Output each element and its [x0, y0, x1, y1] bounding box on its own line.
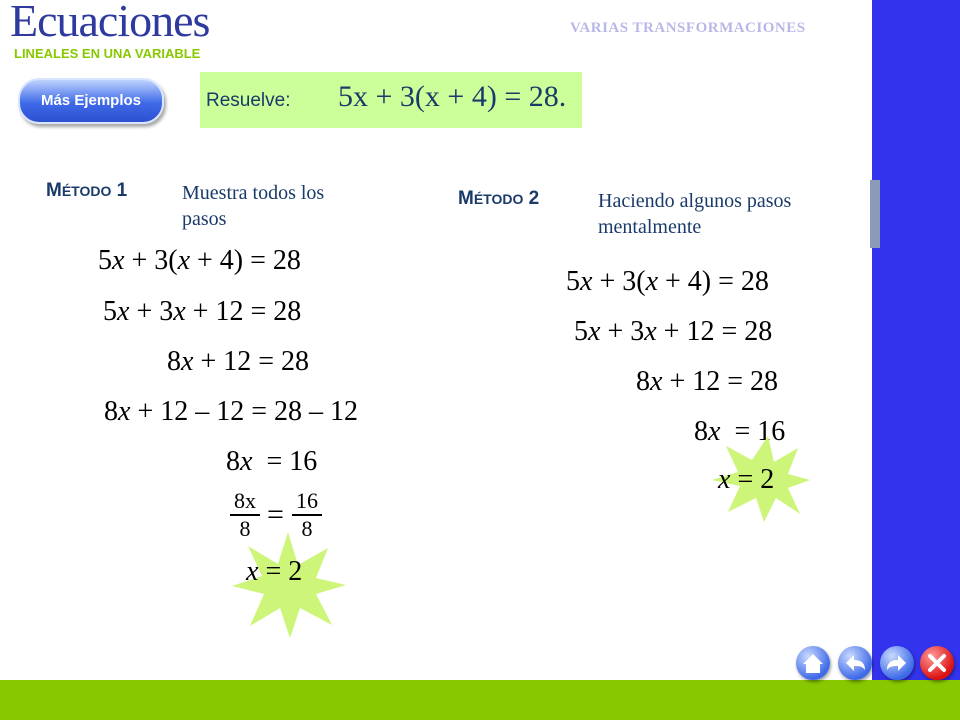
bottom-bar — [0, 680, 960, 720]
method2-description: Haciendo algunos pasos mentalmente — [598, 190, 792, 238]
close-icon — [920, 646, 954, 680]
forward-button[interactable] — [880, 646, 914, 680]
m1-step-5: 8x = 16 — [226, 446, 318, 477]
m1-solution: x = 2 — [246, 556, 303, 587]
m1-step-3: 8x + 12 = 28 — [167, 346, 310, 377]
method2-heading: MÉTODO 2 — [458, 188, 540, 209]
back-icon — [838, 646, 872, 680]
sidebar-notch — [870, 180, 880, 248]
title: Ecuaciones — [10, 0, 210, 46]
section-title: VARIAS TRANSFORMACIONES — [570, 20, 806, 36]
m2-step-2: 5x + 3x + 12 = 28 — [574, 316, 773, 347]
fraction-left: $\frac{8x}{8}$ — [230, 488, 260, 542]
m2-step-3: 8x + 12 = 28 — [636, 366, 779, 397]
method1-description: Muestra todos los pasos — [182, 182, 325, 230]
back-button[interactable] — [838, 646, 872, 680]
subtitle: LINEALES EN UNA VARIABLE — [14, 46, 201, 61]
m2-solution: x = 2 — [718, 464, 775, 495]
home-icon — [796, 646, 830, 680]
m1-step-2: 5x + 3x + 12 = 28 — [103, 296, 302, 327]
right-sidebar — [872, 0, 960, 720]
forward-icon — [880, 646, 914, 680]
method1-heading: MÉTODO 1 — [46, 180, 128, 201]
problem-box — [200, 72, 582, 128]
m1-step-4: 8x + 12 – 12 = 28 – 12 — [104, 396, 359, 427]
fraction-right: $\frac{16}{8}$ — [292, 488, 322, 542]
more-examples-button[interactable]: Más Ejemplos — [18, 78, 164, 124]
m2-step-4: 8x = 16 — [694, 416, 786, 447]
close-button[interactable] — [920, 646, 954, 680]
m2-step-1: 5x + 3(x + 4) = 28 — [566, 266, 769, 297]
problem-label: Resuelve: — [206, 90, 291, 111]
home-button[interactable] — [796, 646, 830, 680]
fraction-equals: = — [267, 498, 284, 531]
m1-step-1: 5x + 3(x + 4) = 28 — [98, 245, 301, 276]
problem-equation: 5x + 3(x + 4) = 28. — [338, 80, 567, 113]
